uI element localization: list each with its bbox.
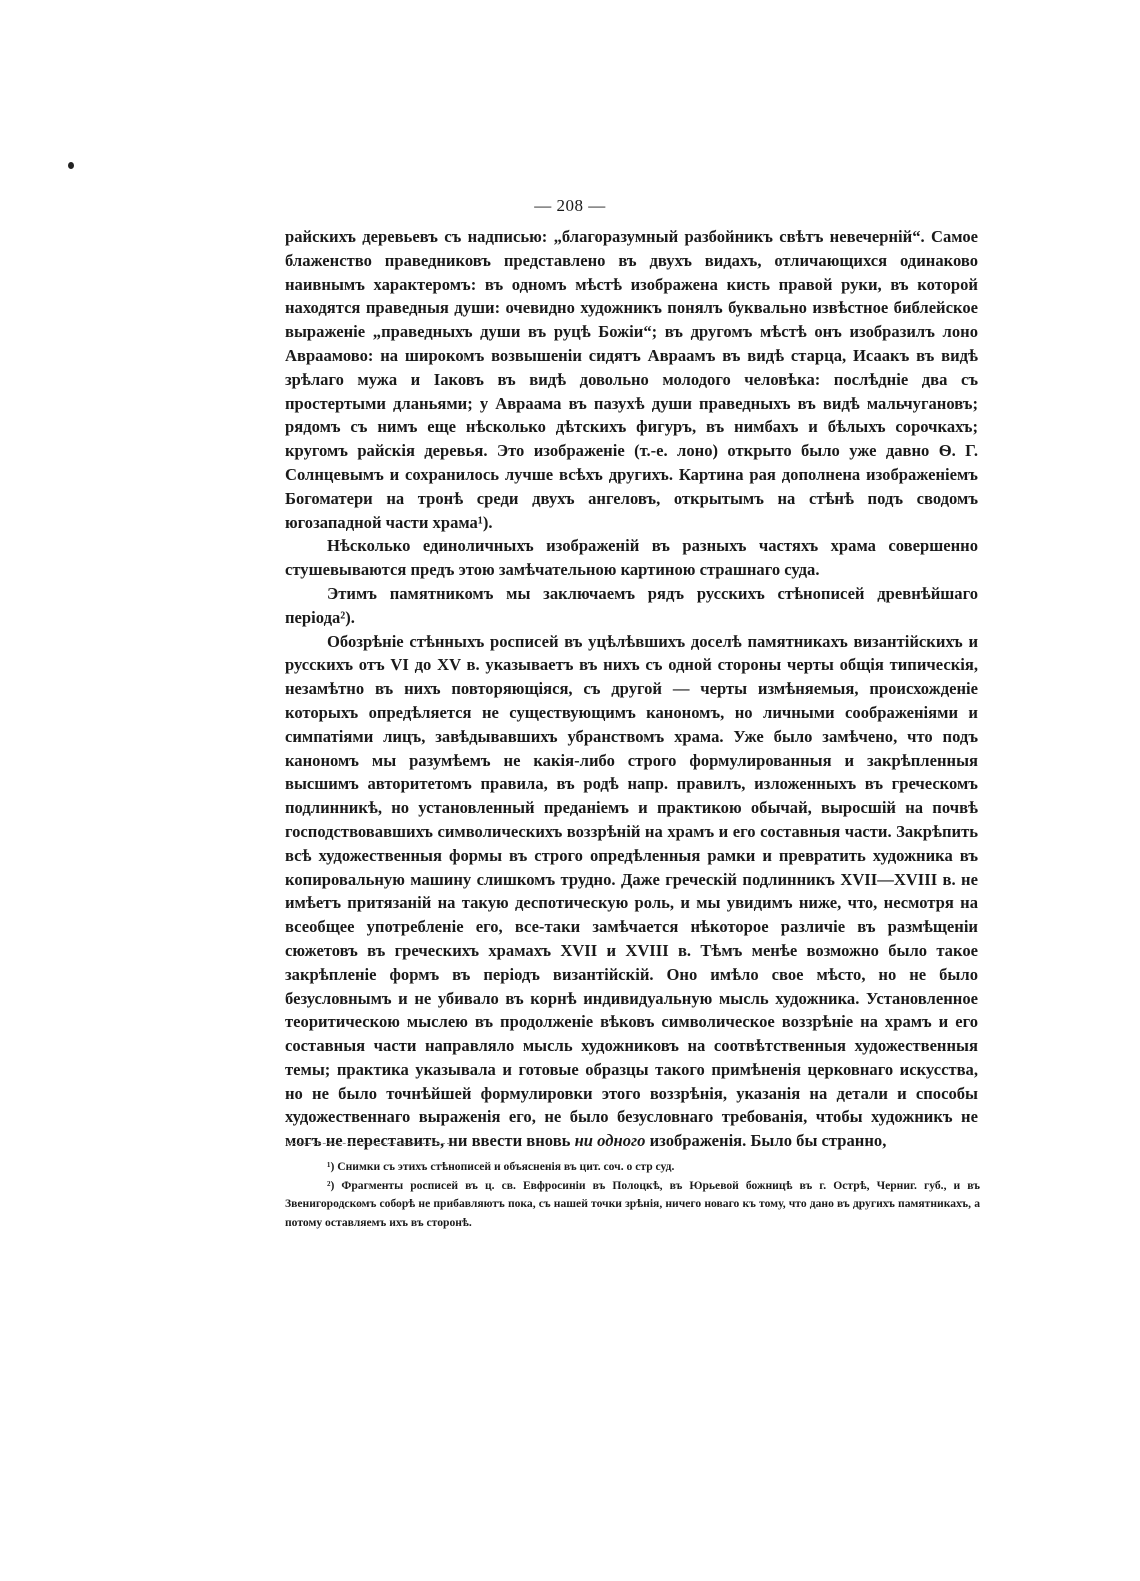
paragraph-4 bbox=[285, 630, 978, 1154]
footnotes bbox=[285, 1158, 980, 1232]
scan-speck-mark bbox=[68, 162, 74, 169]
paragraph-4-tail: изображенія. Было бы странно, bbox=[645, 1131, 887, 1151]
page-number: — 208 — bbox=[534, 196, 606, 215]
paragraph-1: райскихъ деревьевъ съ надписью: „благоразумный разбойникъ свѣтъ невечерній“. Самое блаженство праведниковъ представлено въ двухъ видахъ, отличающихся одинаково наивнымъ характеромъ: въ одномъ мѣстѣ изображена кисть правой руки, въ которой находятся праведныя души: очевидно художникъ понялъ буквально извѣстное библейское выраженіе „праведныхъ души въ руцѣ Божіи“; въ другомъ мѣстѣ онъ изобразилъ лоно Авраамово: на широкомъ возвышеніи сидятъ Авраамъ въ видѣ старца, Исаакъ въ видѣ зрѣлаго мужа и Іаковъ въ видѣ довольно молодого человѣка: послѣдніе два съ простертыми дланьями; у Авраама въ пазухѣ души праведныхъ въ видѣ мальчугановъ; рядомъ съ нимъ еще нѣсколько дѣтскихъ фигуръ, въ нимбахъ и бѣлыхъ сорочкахъ; кругомъ райскія деревья. Это изображеніе (т.-е. лоно) открыто было уже давно Ѳ. Г. Солнцевымъ и сохранилось лучше всѣхъ другихъ. Картина рая дополнена изображеніемъ Богоматери на тронѣ среди двухъ ангеловъ, открытымъ на стѣнѣ подъ сводомъ югозападной части храма¹). bbox=[285, 227, 978, 532]
paragraph-3: Этимъ памятникомъ мы заключаемъ рядъ русскихъ стѣнописей древнѣйшаго періода²). bbox=[285, 583, 978, 627]
paragraph-2: Нѣсколько единоличныхъ изображеній въ разныхъ частяхъ храма совершенно стушевываются предъ этою замѣчательною картиною страшнаго суда. bbox=[285, 536, 978, 580]
footnote-divider bbox=[288, 1143, 450, 1144]
footnote-1: ¹) Снимки съ этихъ стѣнописей и объясненія въ цит. соч. о стр суд. bbox=[327, 1160, 675, 1173]
paragraph-4-emphasis: ни одного bbox=[574, 1131, 646, 1151]
body-text bbox=[285, 225, 978, 1153]
paragraph-4-main: Обозрѣніе стѣнныхъ росписей въ уцѣлѣвшихъ доселѣ памятникахъ византійскихъ и русскихъ отъ VI до XV в. указываетъ въ нихъ съ одной стороны черты общія типическія, незамѣтно въ нихъ повторяющіяся, съ другой — черты измѣняемыя, происхожденіе которыхъ опредѣляется не существующимъ канономъ, но личными соображеніями и симпатіями лицъ, завѣдывавшихъ убранствомъ храма. Уже было замѣчено, что подъ канономъ мы разумѣемъ не какія-либо строго формулированныя и закрѣпленныя высшимъ авторитетомъ правила, въ родѣ напр. правилъ, изложенныхъ въ греческомъ подлинникѣ, но установленный преданіемъ и практикою обычай, выросшій на почвѣ господствовавшихъ символическихъ воззрѣній на храмъ и его составныя части. Закрѣпить всѣ художественныя формы въ строго опредѣленныя рамки и превратить художника въ копировальную машину слишкомъ трудно. Даже греческій подлинникъ XVII—XVIII в. не имѣетъ притязаній на такую деспотическую роль, и мы увидимъ ниже, что, несмотря на всеобщее употребленіе его, все-таки замѣчается нѣкоторое различіе въ размѣщеніи сюжетовъ въ греческихъ храмахъ XVII и XVIII в. Тѣмъ менѣе возможно было такое закрѣпленіе формъ въ періодъ византійскій. Оно имѣло свое мѣсто, но не было безусловнымъ и не убивало въ корнѣ индивидуальную мысль художника. Установленное теоритическою мыслею въ продолженіе вѣковъ символическое воззрѣніе на храмъ и его составныя части направляло мысль художниковъ на соотвѣтственныя художественныя темы; практика указывала и готовые образцы такого примѣненія церковнаго искусства, но не было точнѣйшей формулировки этого воззрѣнія, указанія на детали и способы художественнаго выраженія его, не было безусловнаго требованія, чтобы художникъ не могъ не переставить, ни ввести вновь bbox=[285, 631, 978, 1151]
footnote-2: ²) Фрагменты росписей въ ц. св. Евфросиніи въ Полоцкѣ, въ Юрьевой божницѣ въ г. Острѣ, Черниг. губ., и въ Звенигородскомъ соборѣ не прибавляютъ пока, съ нашей точки зрѣнія, ничего новаго къ тому, что дано въ другихъ памятникахъ, а потому оставляемъ ихъ въ сторонѣ. bbox=[285, 1178, 980, 1229]
